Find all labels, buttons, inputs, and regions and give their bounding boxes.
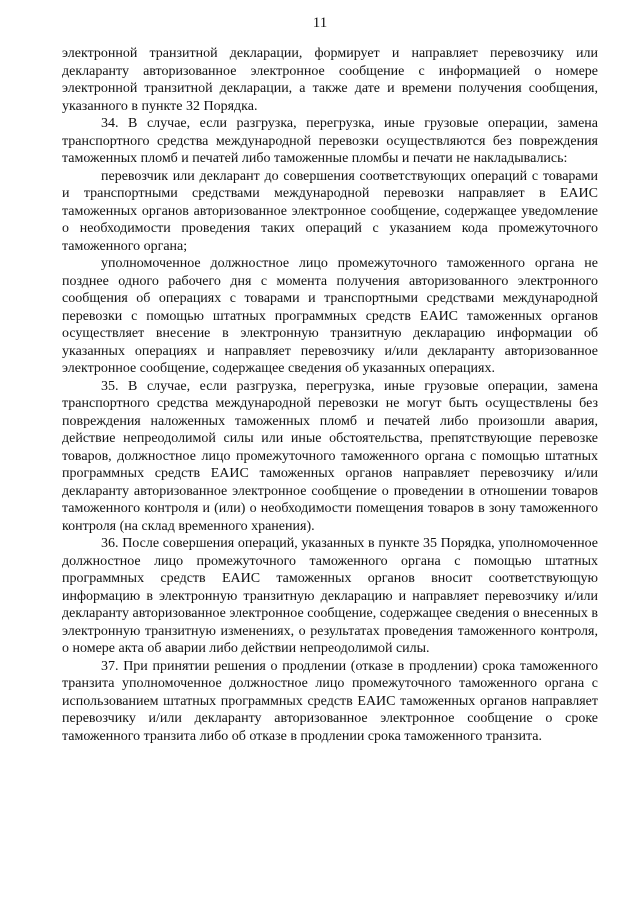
paragraph-34-carrier: перевозчик или декларант до совершения соответствующих операций с товарами и транспортными средствами международной перевозки направляет в ЕАИС таможенных органов авторизованное электронное сообщение, содержащее уведомление о необходимости проведения таких операций с указанием кода промежуточного таможенного органа; — [62, 168, 598, 254]
paragraph-37: 37. При принятии решения о продлении (отказе в продлении) срока таможенного транзита уполномоченное должностное лицо промежуточного таможенного органа с использованием штатных программных средств ЕАИС таможенных органов направляет перевозчику и/или декларанту авторизованное электронное сообщение о сроке таможенного транзита либо об отказе в продлении срока таможенного транзита. — [62, 658, 598, 744]
paragraph-continuation: электронной транзитной декларации, формирует и направляет перевозчику или декларанту авторизованное электронное сообщение с информацией о номере электронной транзитной декларации, а также дате и времени получения сообщения, указанного в пункте 32 Порядка. — [62, 46, 598, 114]
paragraph-35: 35. В случае, если разгрузка, перегрузка, иные грузовые операции, замена транспортного средства международной перевозки не могут быть осуществлены без повреждения наложенных таможенных пломб и печатей либо произошли авария, действие непреодолимой силы или иные обстоятельства, препятствующие перевозке товаров, должностное лицо промежуточного таможенного органа с помощью штатных программных средств ЕАИС таможенных органов направляет перевозчику и/или декларанту авторизованное электронное сообщение о проведении в отношении товаров таможенного контроля и (или) о необходимости помещения товаров в зону таможенного контроля (на склад временного хранения). — [62, 378, 598, 534]
page-number: 11 — [312, 15, 328, 31]
paragraph-34: 34. В случае, если разгрузка, перегрузка, иные грузовые операции, замена транспортного средства международной перевозки осуществляются без повреждения таможенных пломб и печатей либо таможенные пломбы и печати не накладывались: — [62, 116, 598, 166]
paragraph-36: 36. После совершения операций, указанных в пункте 35 Порядка, уполномоченное должностное лицо промежуточного таможенного органа с помощью штатных программных средств ЕАИС таможенных органов вносит соответствующую информацию в электронную транзитную декларацию и направляет перевозчику и/или декларанту авторизованное электронное сообщение, содержащее сведения о внесенных в электронную транзитную изменениях, о результатах проведения таможенного контроля, о номере акта об аварии либо действии непреодолимой силы. — [62, 536, 598, 656]
document-body — [62, 45, 598, 745]
paragraph-34-official: уполномоченное должностное лицо промежуточного таможенного органа не позднее одного рабочего дня с момента получения авторизованного электронного сообщения об операциях с товарами и транспортными средствами международной перевозки с помощью штатных программных средств ЕАИС таможенных органов осуществляет внесение в электронную транзитную декларацию информации об указанных операциях и направляет перевозчику и/или декларанту авторизованное электронное сообщение, содержащее сведения об указанных операциях. — [62, 256, 598, 376]
